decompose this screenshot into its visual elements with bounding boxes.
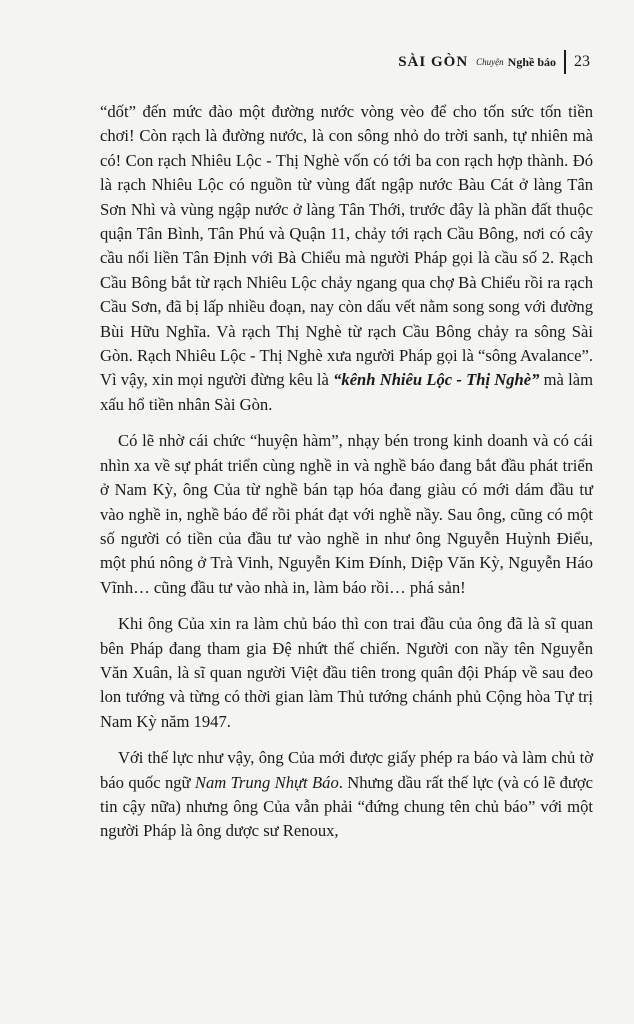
paragraph — [100, 100, 593, 417]
text-run: Khi ông Của xin ra làm chủ báo thì con trai đầu của ông đã là sĩ quan bên Pháp đang tham gia Đệ nhứt thế chiến. Người con nầy tên Nguyễn Văn Xuân, là sĩ quan người Việt đầu tiên trong quân đội Pháp về sau đeo lon tướng và từng có thời gian làm Thủ tướng chánh phủ Cộng hòa Tự trị Nam Kỳ năm 1947. — [100, 614, 593, 731]
header-title: SÀI GÒN — [398, 53, 469, 70]
paragraph — [100, 612, 593, 734]
text-run-bold-italic: “kênh Nhiêu Lộc - Thị Nghè” — [333, 370, 540, 390]
text-run: . Nhưng dầu rất thế lực (và có lẽ được tin cậy nữa) nhưng ông Của vẫn phải “đứng chung tên chủ báo” với một người Pháp là ông dược sư Renoux, — [100, 772, 594, 841]
text-run: Có lẽ nhờ cái chức “huyện hàm”, nhạy bén trong kinh doanh và có cái nhìn xa về sự phát triển cùng nghề in và nghề báo đang bắt đầu phát triển ở Nam Kỳ, ông Của từ nghề bán tạp hóa đang giàu có mới dám đầu tư vào nghề in, nghề báo để rồi phát đạt với nghề nầy. Sau ông, cũng có một số người có tiền của đầu tư vào nghề in như ông Nguyễn Huỳnh Điểu, một phú nông ở Trà Vinh, Nguyễn Kim Đính, Diệp Văn Kỳ, Nguyễn Háo Vĩnh… cũng đầu tư vào nhà in, làm báo rồi… phá sản! — [100, 431, 593, 597]
paragraph — [100, 746, 593, 844]
header-subtitle-bold: Nghề báo — [507, 54, 556, 69]
header-divider — [564, 50, 566, 74]
header-subtitle-small: Chuyện — [476, 57, 504, 67]
text-run: mà làm xấu hổ tiền nhân Sài Gòn. — [100, 370, 594, 414]
running-header — [398, 50, 590, 74]
paragraph — [100, 429, 593, 600]
page-number: 23 — [574, 53, 590, 70]
text-run: Với thế lực như vậy, ông Của mới được giấy phép ra báo và làm chủ tờ báo quốc ngữ — [100, 748, 593, 792]
text-run: “dốt” đến mức đào một đường nước vòng vèo để cho tốn sức tốn tiền chơi! Còn rạch là đường nước, là con sông nhỏ do trời sanh, tự nhiên mà có! Con rạch Nhiêu Lộc - Thị Nghè vốn có tới ba con rạch hợp thành. Đó là rạch Nhiêu Lộc có nguồn từ vùng đất ngập nước Bàu Cát ở làng Tân Sơn Nhì và vùng ngập nước ở làng Tân Thới, trước đây là phần đất thuộc quận Tân Bình, Tân Phú và Quận 11, chảy tới rạch Cầu Bông, nơi có cây cầu nối liền Tân Định với Bà Chiểu mà người Pháp gọi là cầu số 2. Rạch Cầu Bông bắt từ rạch Nhiêu Lộc chảy ngang qua chợ Bà Chiểu rồi ra rạch Cầu Sơn, đã bị lấp nhiều đoạn, nay còn dấu vết nằm song song với đường Bùi Hữu Nghĩa. Và rạch Thị Nghè từ rạch Cầu Bông chảy ra sông Sài Gòn. Rạch Nhiêu Lộc - Thị Nghè xưa người Pháp gọi là “sông Avalance”. Vì vậy, xin mọi người đừng kêu là — [100, 102, 593, 390]
text-run-italic: Nam Trung Nhựt Báo — [194, 772, 339, 792]
body-text — [100, 100, 593, 856]
